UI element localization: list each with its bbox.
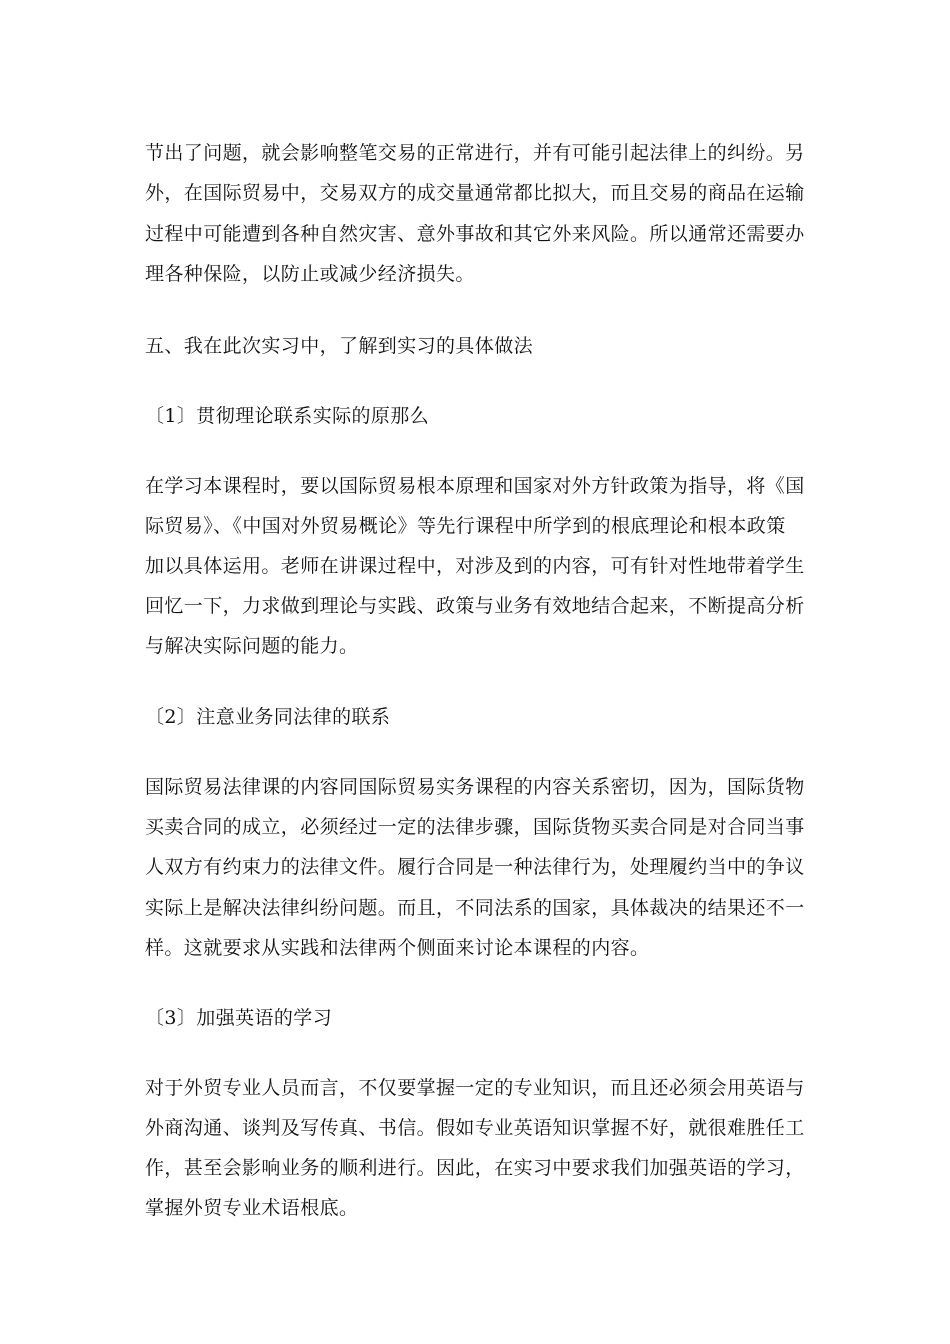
text-line: 加以具体运用。老师在讲课过程中，对涉及到的内容，可有针对性地带着学生 bbox=[145, 555, 805, 577]
text-line: 回忆一下，力求做到理论与实践、政策与业务有效地结合起来，不断提高分析 bbox=[145, 595, 805, 617]
subsection-heading: 〔3〕加强英语的学习 bbox=[145, 1007, 333, 1029]
text-line: 外商沟通、谈判及写传真、书信。假如专业英语知识掌握不好，就很难胜任工 bbox=[145, 1117, 805, 1139]
text-line: 外，在国际贸易中，交易双方的成交量通常都比拟大，而且交易的商品在运输 bbox=[145, 182, 805, 204]
text-line: 作，甚至会影响业务的顺利进行。因此，在实习中要求我们加强英语的学习， bbox=[145, 1157, 805, 1179]
subsection-heading: 〔1〕贯彻理论联系实际的原那么 bbox=[145, 405, 430, 427]
text-line: 对于外贸专业人员而言，不仅要掌握一定的专业知识，而且还必须会用英语与 bbox=[145, 1077, 805, 1099]
text-line: 实际上是解决法律纠纷问题。而且，不同法系的国家，具体裁决的结果还不一 bbox=[145, 897, 805, 919]
text-line: 人双方有约束力的法律文件。履行合同是一种法律行为，处理履约当中的争议 bbox=[145, 856, 805, 878]
text-line: 际贸易》、《中国对外贸易概论》等先行课程中所学到的根底理论和根本政策 bbox=[145, 515, 786, 537]
text-line: 样。这就要求从实践和法律两个侧面来讨论本课程的内容。 bbox=[145, 937, 650, 959]
subsection-heading: 〔2〕注意业务同法律的联系 bbox=[145, 706, 391, 728]
text-line: 过程中可能遭到各种自然灾害、意外事故和其它外来风险。所以通常还需要办 bbox=[145, 223, 805, 245]
section-heading: 五、我在此次实习中，了解到实习的具体做法 bbox=[145, 335, 534, 357]
text-line: 在学习本课程时，要以国际贸易根本原理和国家对外方针政策为指导，将《国 bbox=[145, 475, 805, 497]
text-line: 与解决实际问题的能力。 bbox=[145, 635, 359, 657]
text-line: 买卖合同的成立，必须经过一定的法律步骤，国际货物买卖合同是对合同当事 bbox=[145, 816, 805, 838]
text-line: 节出了问题，就会影响整笔交易的正常进行，并有可能引起法律上的纠纷。另 bbox=[145, 142, 805, 164]
text-line: 理各种保险，以防止或减少经济损失。 bbox=[145, 263, 475, 285]
text-line: 国际贸易法律课的内容同国际贸易实务课程的内容关系密切，因为，国际货物 bbox=[145, 776, 805, 798]
text-line: 掌握外贸专业术语根底。 bbox=[145, 1197, 359, 1219]
